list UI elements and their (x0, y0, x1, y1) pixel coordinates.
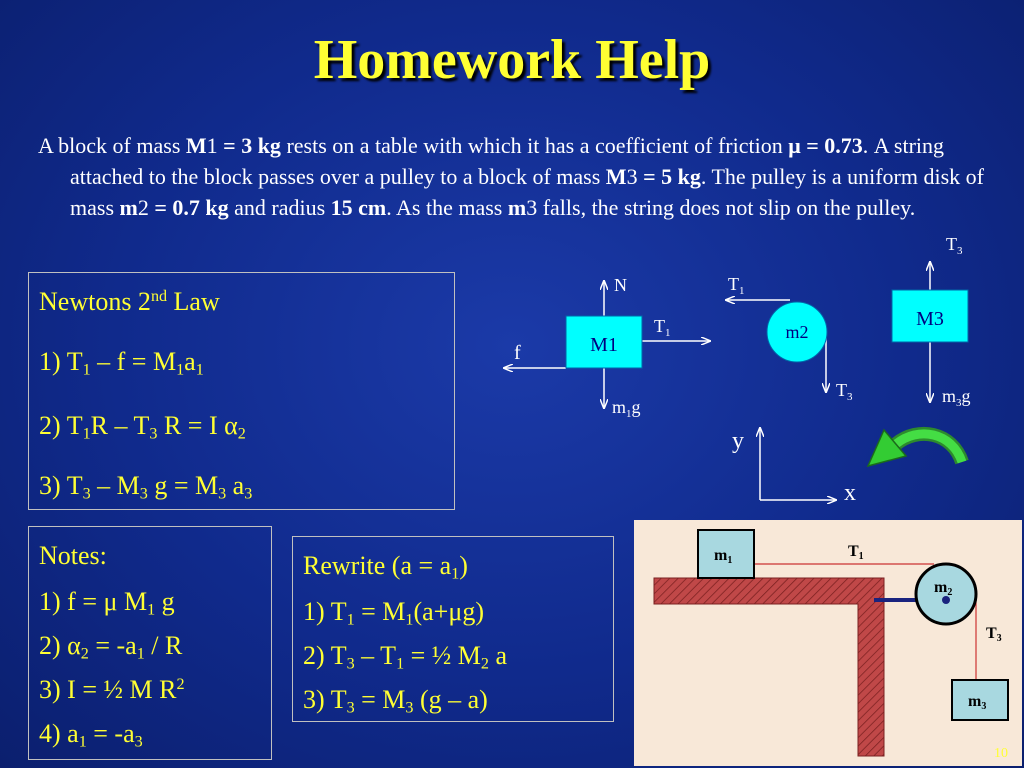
rotation-arrow-icon (868, 430, 962, 466)
pulley-t1-label: $T_1$ (728, 274, 745, 297)
friction-label: f (514, 342, 521, 364)
note-2: 2) $\alpha_2 = -a_1 / R$ (39, 631, 183, 663)
slide-title: Homework Help (313, 29, 711, 91)
newton-law-heading: Newtons 2nd Law (39, 287, 220, 316)
tension-t1-label: $T_1$ (654, 316, 671, 339)
illustration-t3-label: T3 (986, 625, 1002, 644)
problem-statement: A block of mass M1 = 3 kg rests on a table with which it has a coefficient of friction μ = 0.73. A string attached to the block passes over a pulley to a block of mass M3 = 5 kg. The pulley is a uniform disk of mass m2 = 0.7 kg and radius 15 cm. As the mass m3 falls, the string does not slip on the pulley. (38, 133, 984, 220)
notes-heading: Notes: (39, 541, 107, 570)
setup-illustration (634, 520, 1022, 766)
pulley-label: m2 (785, 322, 809, 342)
m3-t3-label: $T_3$ (946, 234, 963, 257)
x-axis-label: x (844, 480, 856, 506)
illustration-background (634, 520, 1022, 766)
page-number: 10 (994, 746, 1008, 761)
rewrite-1: 1) $T_1 = M_1(a+\mu g)$ (303, 597, 484, 629)
newton-equation-2: 2) $T_1R - T_3$ R = I $\alpha_2$ (39, 411, 246, 443)
newton-equation-1: 1) $T_1 - f = M_1a_1$ (39, 347, 204, 379)
note-4: 4) $a_1 = -a_3$ (39, 719, 143, 751)
note-3: 3) I = ½ M $R^2$ (39, 675, 185, 704)
coordinate-axes (732, 428, 856, 506)
pulley-free-body (726, 274, 853, 403)
y-axis-label: y (732, 428, 744, 454)
rewrite-3: 3) $T_3 = M_3$ (g – a) (303, 685, 488, 717)
illustration-t1-label: T1 (848, 543, 864, 562)
m3-weight-label: $m_3g$ (942, 386, 971, 409)
m1-free-body (504, 275, 710, 420)
block-m1-label: M1 (590, 334, 618, 356)
weight-m1g-label: $m_1g$ (612, 397, 641, 420)
illustration-m1-label: m1 (714, 547, 733, 566)
rewrite-2: 2) $T_3 - T_1$ = ½ $M_2$ a (303, 641, 508, 673)
block-m3-label: M3 (916, 308, 944, 330)
note-1: 1) f = μ $M_1$ g (39, 587, 175, 619)
illustration-m2-label: m2 (934, 579, 953, 598)
m3-free-body (892, 234, 971, 409)
normal-force-label: N (614, 275, 627, 295)
newton-equation-3: 3) $T_3 - M_3$ $g = M_3$ $a_3$ (39, 471, 253, 503)
rewrite-heading: Rewrite $(a = a_1)$ (303, 551, 468, 583)
pulley-t3-label: $T_3$ (836, 380, 853, 403)
illustration-m3-label: m3 (968, 693, 987, 712)
